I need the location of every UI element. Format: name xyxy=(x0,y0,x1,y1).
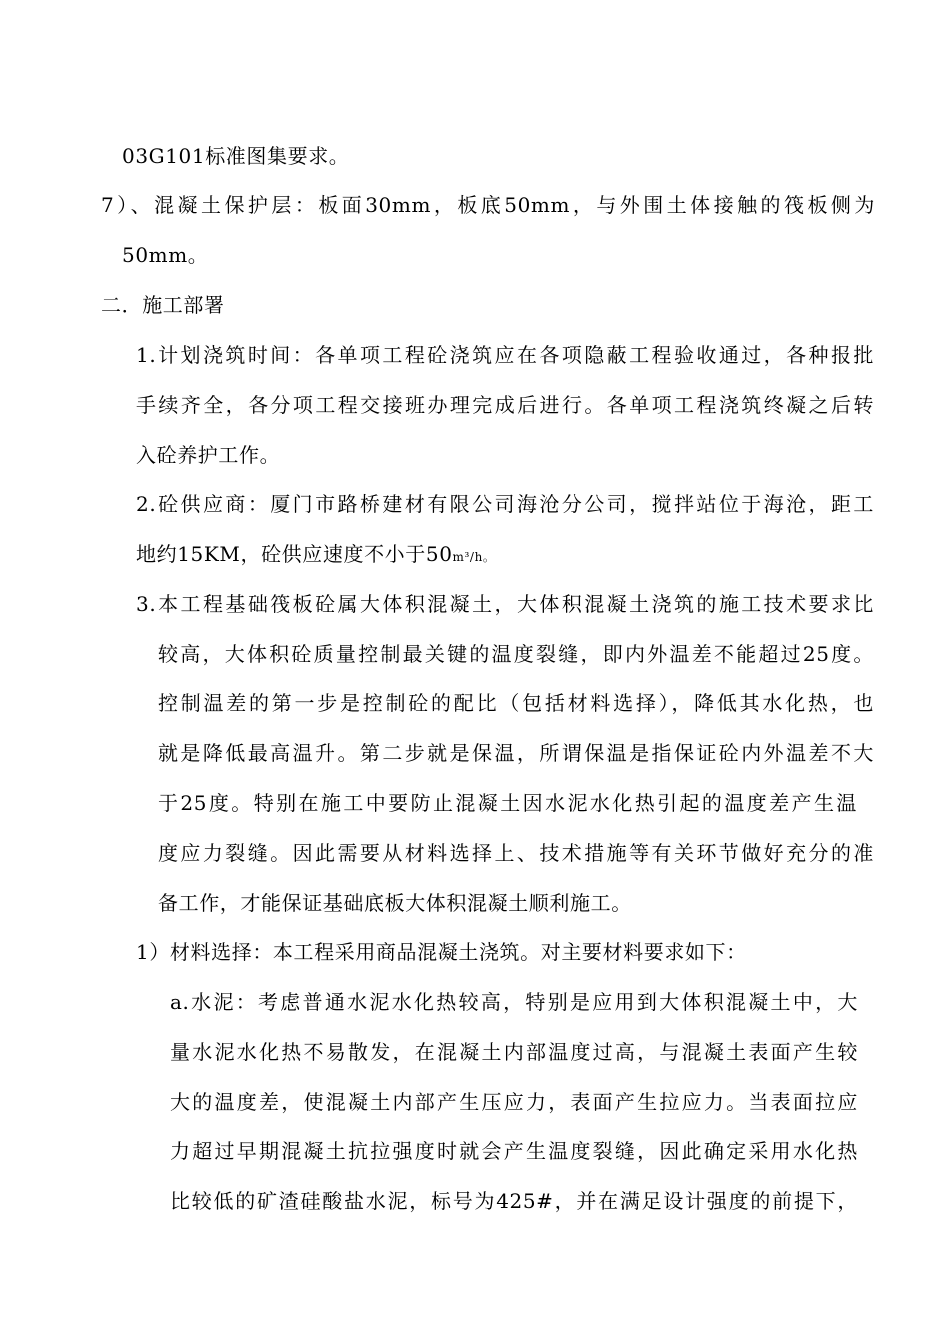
text-line: 于25度。特别在施工中要防止混凝土因水泥水化热引起的温度差产生温 xyxy=(158,791,857,815)
text-line: 大的温度差，使混凝土内部产生压应力，表面产生拉应力。当表面拉应 xyxy=(170,1090,858,1114)
text-line: 50mm。 xyxy=(122,243,209,267)
text-line: 就是降低最高温升。第二步就是保温，所谓保温是指保证砼内外温差不大 xyxy=(158,741,874,765)
text-line: 7）、混凝土保护层：板面30mm，板底50mm，与外围土体接触的筏板侧为 xyxy=(101,193,875,217)
text-line: 量水泥水化热不易散发，在混凝土内部温度过高，与混凝土表面产生较 xyxy=(170,1040,858,1064)
text-line: 03G101标准图集要求。 xyxy=(122,144,350,168)
text-line: 2.砼供应商：厦门市路桥建材有限公司海沧分公司，搅拌站位于海沧，距工 xyxy=(136,492,874,516)
text-line: 度应力裂缝。因此需要从材料选择上、技术措施等有关环节做好充分的准 xyxy=(158,841,874,865)
text-line: 较高，大体积砼质量控制最关键的温度裂缝，即内外温差不能超过25度。 xyxy=(158,642,874,666)
text-line: 力超过早期混凝土抗拉强度时就会产生温度裂缝，因此确定采用水化热 xyxy=(170,1139,858,1163)
text-line: 控制温差的第一步是控制砼的配比（包括材料选择），降低其水化热，也 xyxy=(158,691,874,715)
text-fragment: 地约15KM，砼供应速度不小于50 xyxy=(136,542,453,566)
unit-text: m³/h。 xyxy=(452,550,496,564)
subsection-heading: 1）材料选择：本工程采用商品混凝土浇筑。对主要材料要求如下： xyxy=(136,940,747,964)
text-line: 入砼养护工作。 xyxy=(136,443,281,467)
text-line xyxy=(136,542,496,569)
text-line: 备工作，才能保证基础底板大体积混凝土顺利施工。 xyxy=(158,891,632,915)
text-line: 1.计划浇筑时间：各单项工程砼浇筑应在各项隐蔽工程验收通过，各种报批 xyxy=(136,343,874,367)
text-line: 手续齐全，各分项工程交接班办理完成后进行。各单项工程浇筑终凝之后转 xyxy=(136,393,874,417)
text-line: a.水泥：考虑普通水泥水化热较高，特别是应用到大体积混凝土中，大 xyxy=(170,990,858,1014)
text-line: 3.本工程基础筏板砼属大体积混凝土，大体积混凝土浇筑的施工技术要求比 xyxy=(136,592,874,616)
section-heading: 二．施工部署 xyxy=(101,293,225,317)
text-line: 比较低的矿渣硅酸盐水泥，标号为425#，并在满足设计强度的前提下， xyxy=(170,1189,858,1213)
